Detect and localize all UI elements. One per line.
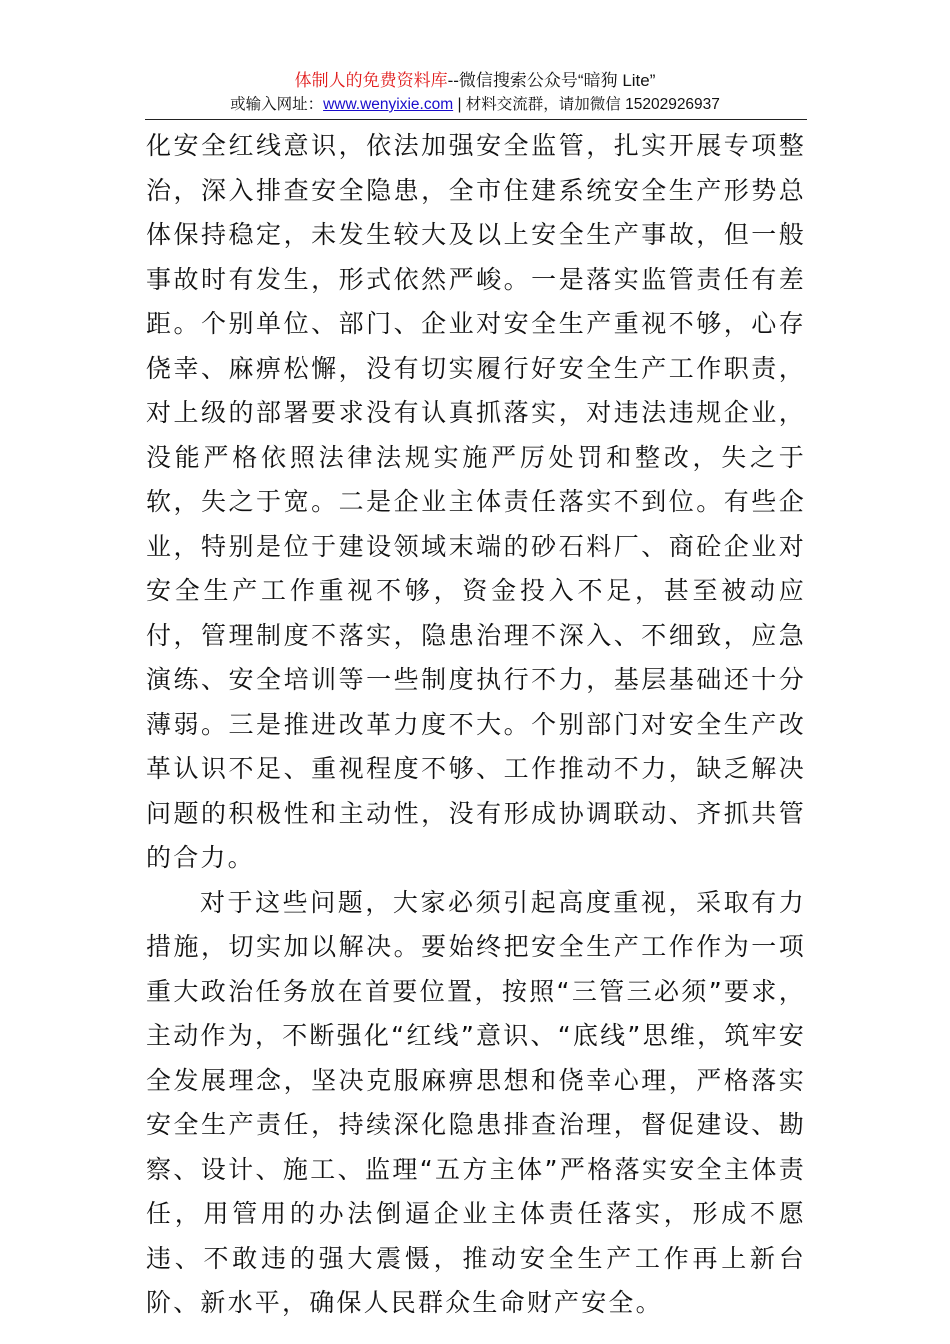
contact-suffix: | 材料交流群，请加微信 15202926937 [457, 96, 720, 113]
wechat-search-hint: --微信搜索公众号“暗狗 Lite” [447, 71, 656, 90]
header-promo-line [145, 68, 805, 94]
body-paragraph-2: 对于这些问题，大家必须引起高度重视，采取有力措施，切实加以解决。要始终把安全生产工作作为一项重大政治任务放在首要位置，按照“三管三必须”要求，主动作为，不断强化“红线”意识、“底线”思维，筑牢安全发展理念，坚决克服麻痹思想和侥幸心理，严格落实安全生产责任，持续深化隐患排查治理，督促建设、勘察、设计、施工、监理“五方主体”严格落实安全主体责任，用管用的办法倒逼企业主体责任落实，形成不愿违、不敢违的强大震慑，推动安全生产工作再上新台阶、新水平，确保人民群众生命财产安全。 [146, 887, 806, 1317]
header-contact-line [145, 94, 805, 116]
page-header [145, 68, 805, 116]
header-divider [145, 119, 807, 120]
body-paragraph-1: 化安全红线意识，依法加强安全监管，扎实开展专项整治，深入排查安全隐患，全市住建系统安全生产形势总体保持稳定，未发生较大及以上安全生产事故，但一般事故时有发生，形式依然严峻。一是落实监管责任有差距。个别单位、部门、企业对安全生产重视不够，心存侥幸、麻痹松懈，没有切实履行好安全生产工作职责，对上级的部署要求没有认真抓落实，对违法违规企业，没能严格依照法律法规实施严厉处罚和整改，失之于软，失之于宽。二是企业主体责任落实不到位。有些企业，特别是位于建设领域末端的砂石料厂、商砼企业对安全生产工作重视不够，资金投入不足，甚至被动应付，管理制度不落实，隐患治理不深入、不细致，应急演练、安全培训等一些制度执行不力，基层基础还十分薄弱。三是推进改革力度不大。个别部门对安全生产改革认识不足、重视程度不够、工作推动不力，缺乏解决问题的积极性和主动性，没有形成协调联动、齐抓共管的合力。 [146, 131, 806, 872]
website-link[interactable]: www.wenyixie.com [323, 96, 454, 113]
url-prefix: 或输入网址： [230, 96, 324, 113]
document-body [146, 124, 806, 1326]
brand-title: 体制人的免费资料库 [294, 71, 448, 90]
